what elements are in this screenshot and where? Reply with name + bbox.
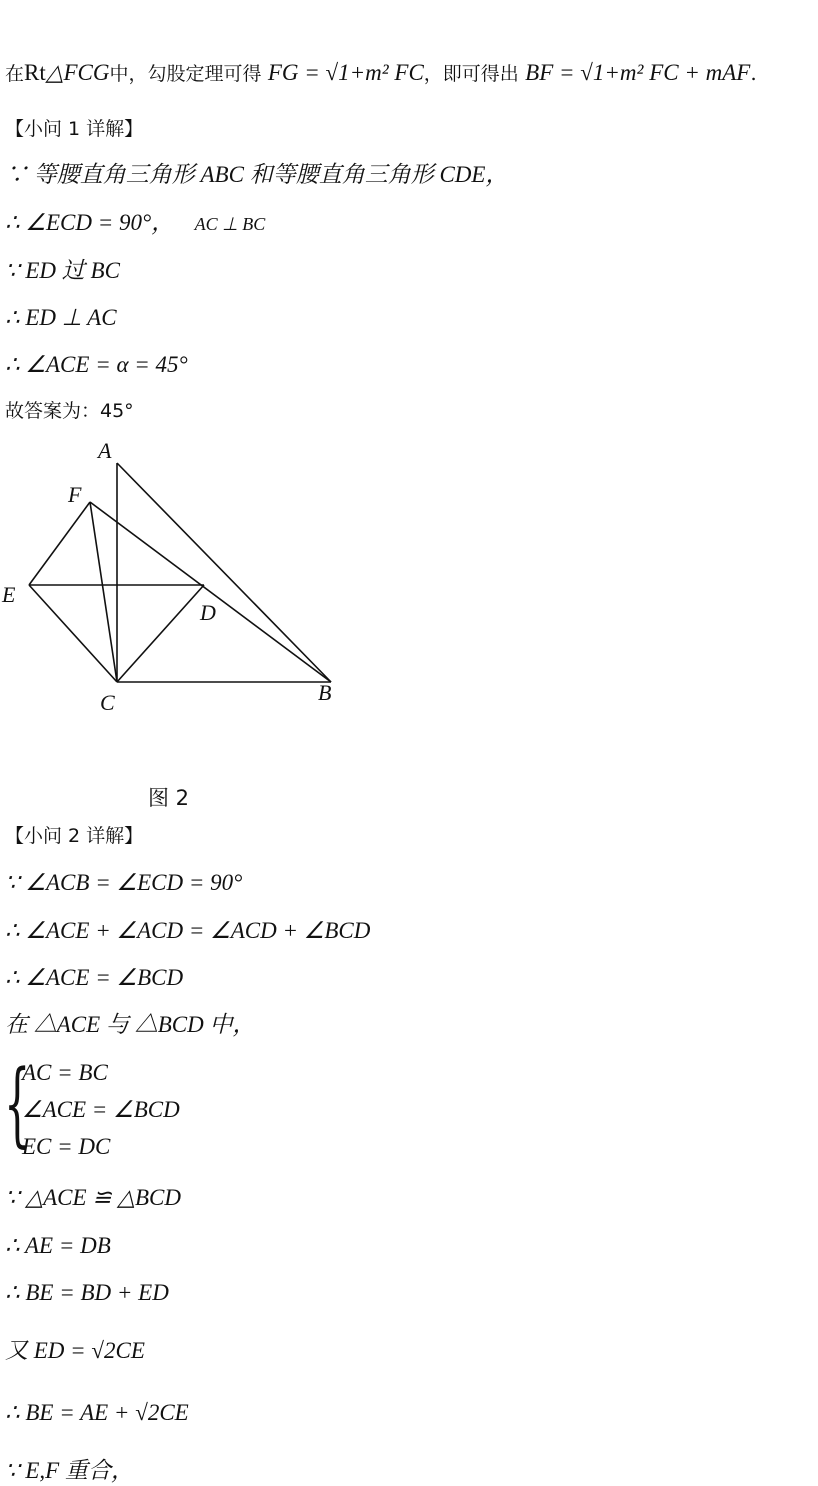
geometry-figure bbox=[0, 430, 360, 730]
text-conclude: ，即可得出 bbox=[423, 63, 519, 85]
proof-line-5: ∵ △ACE ≌ △BCD bbox=[5, 1185, 181, 1210]
proof-line-1: ∵ ∠ACB = ∠ECD = 90° bbox=[5, 870, 243, 895]
step-2 bbox=[5, 210, 265, 237]
segment-cd bbox=[117, 585, 204, 682]
proof-line-7: ∴ BE = BD + ED bbox=[5, 1280, 169, 1305]
line-pythagoras bbox=[5, 60, 757, 87]
formula-bf: BF = √1+m² FC + mAF bbox=[525, 60, 751, 85]
proof-line-2: ∴ ∠ACE + ∠ACD = ∠ACD + ∠BCD bbox=[5, 918, 371, 943]
system-brace: { bbox=[4, 1050, 31, 1157]
step-1: ∵ 等腰直角三角形 ABC 和等腰直角三角形 CDE， bbox=[5, 162, 509, 187]
step-2-main: ∴ ∠ECD = 90°， bbox=[5, 210, 175, 235]
system-eq-2: ∠ACE = ∠BCD bbox=[22, 1097, 180, 1122]
proof-line-4: 在 △ACE 与 △BCD 中， bbox=[5, 1012, 256, 1037]
segment-fc bbox=[90, 502, 117, 682]
label-e: E bbox=[2, 582, 16, 607]
step-2-perp: AC ⊥ BC bbox=[194, 214, 266, 234]
text-triangle-fcg: △FCG bbox=[45, 60, 110, 85]
step-4: ∴ ED ⊥ AC bbox=[5, 305, 117, 330]
text-mid: 中，勾股定理可得 bbox=[109, 63, 262, 85]
step-6-answer: 故答案为：45° bbox=[5, 400, 134, 422]
sub2-heading: 【小问 2 详解】 bbox=[5, 825, 144, 847]
sub1-heading: 【小问 1 详解】 bbox=[5, 118, 144, 140]
proof-line-9: ∴ BE = AE + √2CE bbox=[5, 1400, 189, 1425]
formula-fg: FG = √1+m² FC bbox=[267, 60, 424, 85]
figure-caption: 图 2 bbox=[148, 786, 190, 810]
label-f: F bbox=[68, 482, 82, 507]
label-a: A bbox=[98, 438, 112, 463]
proof-line-8: 又 ED = √2CE bbox=[5, 1338, 145, 1363]
proof-line-3: ∴ ∠ACE = ∠BCD bbox=[5, 965, 184, 990]
segment-ab bbox=[117, 463, 331, 682]
segment-fb bbox=[90, 502, 331, 682]
segment-ef bbox=[29, 502, 90, 585]
system-eq-3: EC = DC bbox=[22, 1134, 111, 1159]
label-c: C bbox=[100, 690, 115, 715]
step-3: ∵ ED 过 BC bbox=[5, 258, 120, 283]
proof-line-10: ∵ E,F 重合， bbox=[5, 1458, 134, 1483]
text-prefix: 在 bbox=[5, 63, 25, 85]
step-5: ∴ ∠ACE = α = 45° bbox=[5, 352, 188, 377]
label-d: D bbox=[200, 600, 216, 625]
text-dot: . bbox=[750, 61, 757, 85]
proof-line-6: ∴ AE = DB bbox=[5, 1233, 111, 1258]
label-b: B bbox=[318, 680, 332, 705]
system-eq-1: AC = BC bbox=[22, 1060, 108, 1085]
segment-ec bbox=[29, 585, 117, 682]
text-rt: Rt bbox=[24, 60, 46, 85]
